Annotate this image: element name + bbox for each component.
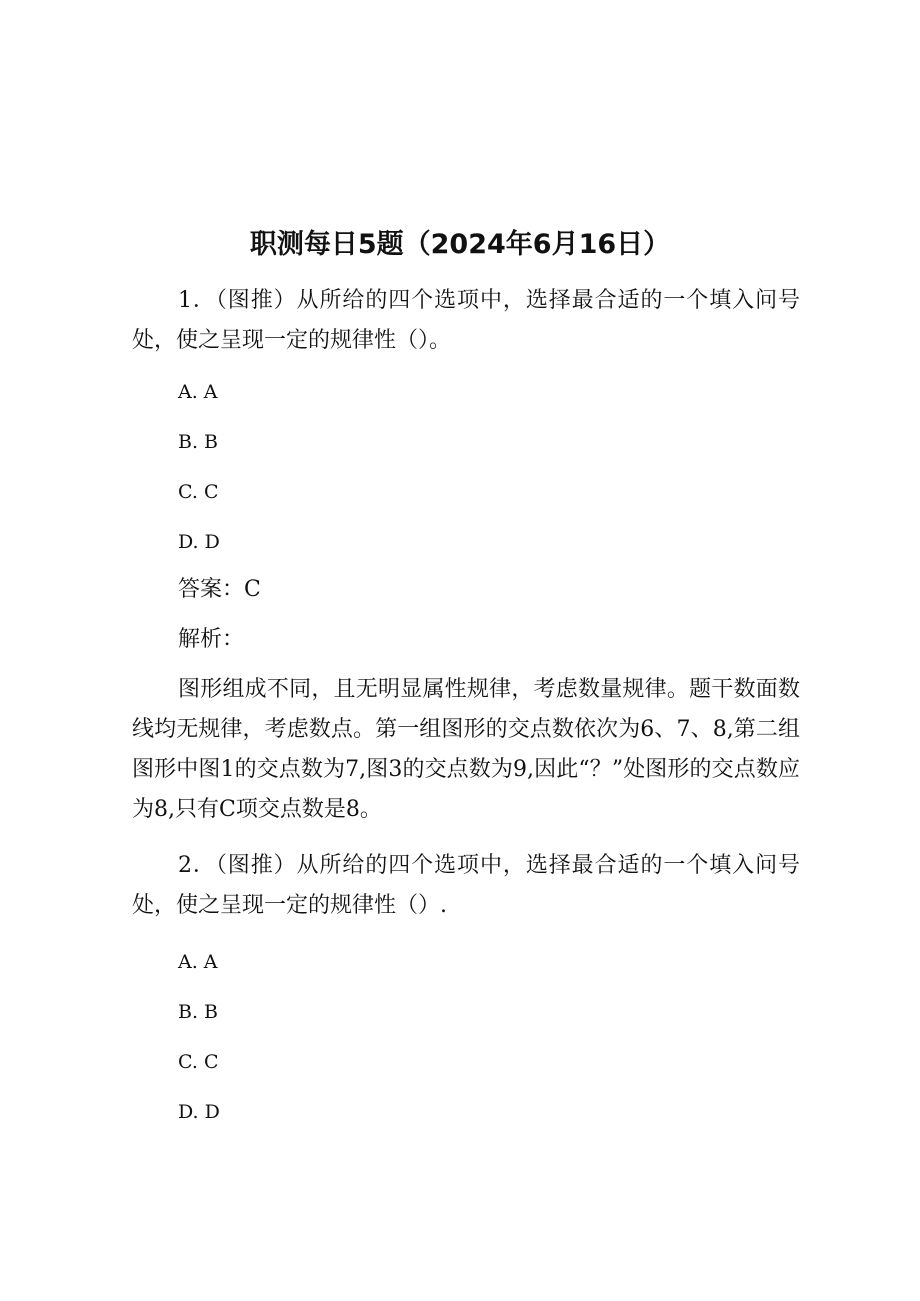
question-2-stem: 2．（图推）从所给的四个选项中，选择最合适的一个填入问号处，使之呈现一定的规律性（）. <box>132 853 800 918</box>
question-1-analysis-text: 图形组成不同，且无明显属性规律，考虑数量规律。题干数面数线均无规律，考虑数点。第一组图形的交点数依次为6、7、8,第二组图形中图1的交点数为7,图3的交点数为9,因此“？”处图形的交点数应为8,只有C项交点数是8。 <box>132 677 800 822</box>
question-1-option-d: D. D <box>178 531 220 553</box>
question-1-stem: 1．（图推）从所给的四个选项中，选择最合适的一个填入问号处，使之呈现一定的规律性（）。 <box>132 288 800 353</box>
question-2-option-d: D. D <box>178 1101 220 1123</box>
question-1-option-c: C. C <box>178 481 219 503</box>
question-2-option-a: A. A <box>178 951 218 973</box>
question-1-analysis-label: 解析： <box>178 627 245 652</box>
question-2-option-b: B. B <box>178 1001 219 1023</box>
question-1-option-b: B. B <box>178 431 219 453</box>
page-title: 职测每日5题（2024年6月16日） <box>249 229 671 260</box>
question-1-option-a: A. A <box>178 381 218 403</box>
question-1-answer: 答案：C <box>178 577 261 602</box>
question-2-option-c: C. C <box>178 1051 219 1073</box>
